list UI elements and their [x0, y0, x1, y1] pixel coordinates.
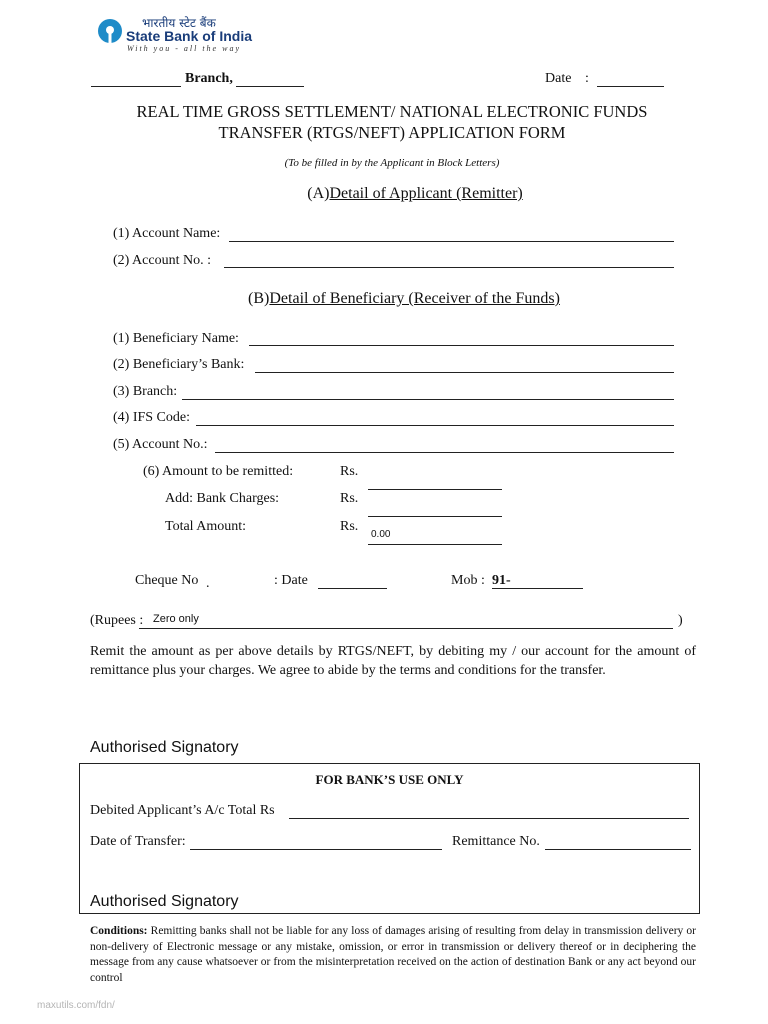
- section-a-title: Detail of Applicant (Remitter): [329, 185, 523, 202]
- authorised-signatory-applicant: Authorised Signatory: [90, 739, 239, 756]
- cheque-no-label: Cheque No: [135, 573, 199, 588]
- branch-field[interactable]: [236, 86, 304, 87]
- mobile-prefix: 91-: [492, 573, 511, 588]
- beneficiary-account-no-label: (5) Account No.:: [113, 437, 208, 452]
- total-amount-value[interactable]: 0.00: [371, 529, 391, 540]
- amount-remitted-field[interactable]: [368, 489, 502, 490]
- total-amount-field[interactable]: [368, 544, 502, 545]
- cheque-date-field[interactable]: [318, 588, 387, 589]
- rupees-close-paren: ): [678, 613, 683, 628]
- sbi-logo-icon: [97, 18, 123, 44]
- total-amount-currency: Rs.: [340, 519, 359, 534]
- cheque-date-label: : Date: [274, 573, 308, 588]
- source-watermark: maxutils.com/fdn/: [37, 1000, 115, 1011]
- date-field[interactable]: [597, 86, 664, 87]
- authorised-signatory-bank: Authorised Signatory: [90, 893, 239, 910]
- branch-prefix-line[interactable]: [91, 86, 181, 87]
- total-amount-label: Total Amount:: [165, 519, 247, 534]
- amount-currency: Rs.: [340, 464, 359, 479]
- logo-hindi-text: भारतीय स्टेट बैंक: [142, 16, 216, 30]
- logo-tagline: With you - all the way: [127, 44, 241, 53]
- section-a-prefix: (A): [307, 185, 330, 202]
- declaration-text: Remit the amount as per above details by RTGS/NEFT, by debiting my / our account for the amount of remittance plus your charges. We agree to abide by the terms and conditions for the transfer.: [90, 644, 696, 678]
- beneficiary-account-no-field[interactable]: [215, 452, 674, 453]
- debited-total-label: Debited Applicant’s A/c Total Rs: [90, 803, 275, 818]
- section-b-title: Detail of Beneficiary (Receiver of the Funds): [269, 290, 560, 307]
- branch-label-b: (3) Branch:: [113, 384, 178, 399]
- logo-bank-name: State Bank of India: [126, 28, 253, 44]
- form-instruction: (To be filled in by the Applicant in Block Letters): [284, 157, 500, 169]
- bank-charges-label: Add: Bank Charges:: [165, 491, 280, 506]
- ifs-code-label: (4) IFS Code:: [113, 410, 190, 425]
- account-no-label: (2) Account No. :: [113, 253, 211, 268]
- sbi-logo: [97, 16, 257, 56]
- ifs-code-field[interactable]: [196, 425, 674, 426]
- date-colon: :: [585, 71, 589, 86]
- account-name-label: (1) Account Name:: [113, 226, 221, 241]
- section-b-heading: [0, 290, 768, 308]
- remittance-no-label: Remittance No.: [452, 834, 540, 849]
- date-of-transfer-label: Date of Transfer:: [90, 834, 186, 849]
- beneficiary-name-field[interactable]: [249, 345, 674, 346]
- mobile-label: Mob :: [451, 573, 485, 588]
- account-name-field[interactable]: [229, 241, 674, 242]
- cheque-no-value[interactable]: .: [206, 576, 210, 591]
- form-title-line-2: TRANSFER (RTGS/NEFT) APPLICATION FORM: [218, 123, 566, 142]
- remittance-no-field[interactable]: [545, 849, 691, 850]
- form-title: [0, 101, 768, 143]
- bank-charges-currency: Rs.: [340, 491, 359, 506]
- branch-label: Branch,: [185, 71, 233, 86]
- debited-total-field[interactable]: [289, 818, 689, 819]
- conditions-body: Remitting banks shall not be liable for any loss of damages arising of resulting from delay in transmission delivery or non-delivery of Electronic message or any mistake, omission, or error in transmission or delivery thereof or in deciphering the message from any cause whatsoever or from the misinterpretation received on the action of destination Bank or any act beyond our control: [90, 925, 696, 984]
- form-title-line-1: REAL TIME GROSS SETTLEMENT/ NATIONAL ELECTRONIC FUNDS: [136, 102, 648, 121]
- conditions-text: [90, 924, 696, 986]
- bank-charges-field[interactable]: [368, 516, 502, 517]
- section-a-heading: [0, 185, 768, 203]
- account-no-field[interactable]: [224, 267, 674, 268]
- rupees-in-words-value[interactable]: Zero only: [153, 613, 199, 625]
- rupees-in-words-field[interactable]: [139, 628, 673, 629]
- amount-remitted-label: (6) Amount to be remitted:: [143, 464, 294, 479]
- beneficiary-bank-field[interactable]: [255, 372, 674, 373]
- conditions-label: Conditions:: [90, 925, 148, 937]
- bank-use-title: FOR BANK’S USE ONLY: [315, 772, 464, 787]
- beneficiary-bank-label: (2) Beneficiary’s Bank:: [113, 357, 245, 372]
- rupees-label: (Rupees :: [90, 613, 144, 628]
- date-of-transfer-field[interactable]: [190, 849, 442, 850]
- date-label: Date: [545, 71, 572, 86]
- mobile-field[interactable]: [492, 588, 583, 589]
- section-b-prefix: (B): [248, 290, 270, 307]
- beneficiary-branch-field[interactable]: [182, 399, 674, 400]
- beneficiary-name-label: (1) Beneficiary Name:: [113, 331, 239, 346]
